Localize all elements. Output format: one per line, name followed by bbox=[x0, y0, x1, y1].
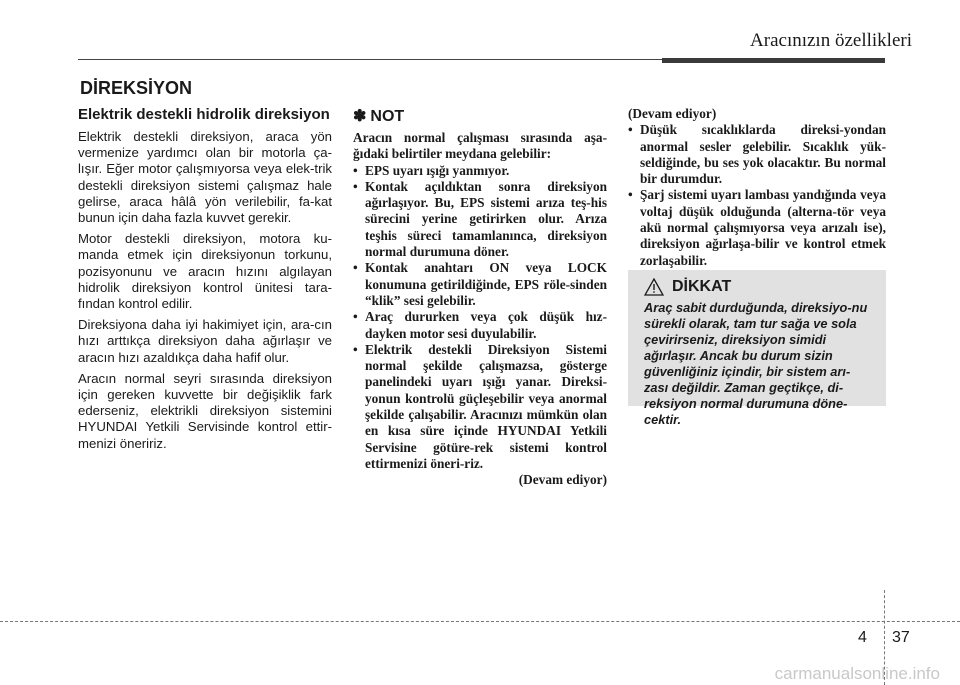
bullet-icon: • bbox=[628, 122, 633, 138]
bullet-icon: • bbox=[353, 178, 358, 194]
caution-text: Araç sabit durduğunda, direksiyo-nu sürekli olarak, tam tur sağa ve sola çevirirseniz, direksiyon simidi ağırlaşır. Ancak bu durum sizin güvenliğiniz içindir, bir sistem arı-zası değildir. Zaman geçtikçe, di-reksiyon normal durumuna döne-cektir. bbox=[644, 300, 868, 427]
list-item-text: Kontak açıldıktan sonra direksiyon ağırlaşıyor. Bu, EPS sistemi arıza teş-his sürecini yerine getirirken olur. Arıza teşhis süreci tamamlanınca, direksiyon normal durumuna döner. bbox=[365, 178, 607, 260]
subsection-heading: Elektrik destekli hidrolik direksiyon bbox=[78, 106, 330, 123]
paragraph: Motor destekli direksiyon, motora ku-manda etmek için direksiyonun torkunu, pozisyonunu ve aracın hızını algılayan hidrolik direksiyon kontrol ünitesi tara-fından kontrol edilir. bbox=[78, 231, 332, 312]
caution-box bbox=[628, 270, 886, 427]
list-item bbox=[353, 179, 607, 260]
list-item-text: Elektrik destekli Direksiyon Sistemi normal şekilde çalışmazsa, gösterge panelindeki uyarı ışığı yanar. Direksi-yonun kontrolü güçleşebilir veya anormal şekilde çalışabilir. Aracınızı mümkün olan en kısa süre içinde HYUNDAI Yetkili Servisine götüre-rek sistemi kontrol ettirmenizi öneri-riz. bbox=[365, 341, 607, 471]
list-item bbox=[628, 122, 886, 187]
column-right bbox=[628, 106, 886, 269]
caution-title: DİKKAT bbox=[672, 278, 732, 295]
note-intro: Aracın normal çalışması sırasında aşa-ğıdaki belirtiler meydana gelebilir: bbox=[353, 130, 607, 162]
bullet-icon: • bbox=[353, 162, 358, 178]
note-list-continued bbox=[628, 122, 886, 269]
watermark: carmanualsonline.info bbox=[774, 664, 940, 683]
paragraph: Elektrik destekli direksiyon, araca yön vermenize yardımcı olan bir motorla ça-lışır. Eğer motor çalışmıyorsa veya elek-trik destekli direksiyon sistemi çalışmaz hale gelirse, araca hâlâ yön verilebilir, fa-kat bunun için daha fazla kuvvet gerekir. bbox=[78, 129, 332, 226]
list-item bbox=[353, 260, 607, 309]
header-rule bbox=[78, 59, 662, 60]
continued-label: (Devam ediyor) bbox=[518, 472, 607, 488]
footer-rule bbox=[0, 621, 960, 622]
continued-label: (Devam ediyor) bbox=[628, 106, 717, 121]
list-item bbox=[353, 342, 607, 472]
list-item-text: Araç dururken veya çok düşük hız-dayken motor sesi duyulabilir. bbox=[365, 309, 607, 341]
bullet-icon: • bbox=[353, 341, 358, 357]
note-heading bbox=[353, 106, 607, 126]
note-list bbox=[353, 163, 607, 473]
list-item bbox=[353, 309, 607, 342]
header-bar bbox=[662, 58, 885, 63]
note-title: NOT bbox=[370, 108, 405, 125]
chapter-header-title: Aracınızın özellikleri bbox=[750, 30, 912, 51]
star-icon: ✽ bbox=[353, 108, 367, 125]
bullet-icon: • bbox=[353, 260, 358, 276]
list-item-text: Düşük sıcaklıklarda direksi-yondan anormal sesler gelebilir. Sıcaklık yük-seldiğinde, bu ses yok olacaktır. Bu normal bir durumdur. bbox=[640, 122, 886, 187]
list-item-text: EPS uyarı ışığı yanmıyor. bbox=[365, 162, 510, 178]
note-column bbox=[353, 106, 607, 489]
bullet-icon: • bbox=[628, 187, 633, 203]
paragraph: Aracın normal seyri sırasında direksiyon için gereken kuvvette bir değişiklik fark ederseniz, elektrikli direksiyon sistemini HYUNDAI Yetkili Servisinde kontrol ettir-menizi öneririz. bbox=[78, 370, 332, 451]
section-title: DİREKSİYON bbox=[80, 78, 193, 98]
list-item bbox=[628, 187, 886, 268]
bullet-icon: • bbox=[353, 309, 358, 325]
column-left bbox=[78, 106, 332, 457]
list-item-text: Kontak anahtarı ON veya LOCK konumuna getirildiğinde, EPS röle-sinden “klik” sesi gelebilir. bbox=[365, 260, 607, 308]
warning-triangle-icon bbox=[644, 278, 664, 296]
chapter-number: 4 bbox=[858, 629, 867, 646]
page-number: 37 bbox=[892, 629, 910, 646]
caution-heading bbox=[644, 278, 874, 296]
list-item bbox=[353, 163, 607, 179]
paragraph: Direksiyona daha iyi hakimiyet için, ara-cın hızı arttıkça direksiyon daha ağırlaşır ve aracın hızı azaldıkça daha hafif olur. bbox=[78, 317, 332, 365]
list-item-text: Şarj sistemi uyarı lambası yandığında veya voltaj düşük olduğunda (alterna-tör veya akü normal çalışmıyorsa veya arızalı ise), direksiyon ağırlaşa-bilir ve kontrol etmek zorlaşabilir. bbox=[640, 187, 886, 268]
